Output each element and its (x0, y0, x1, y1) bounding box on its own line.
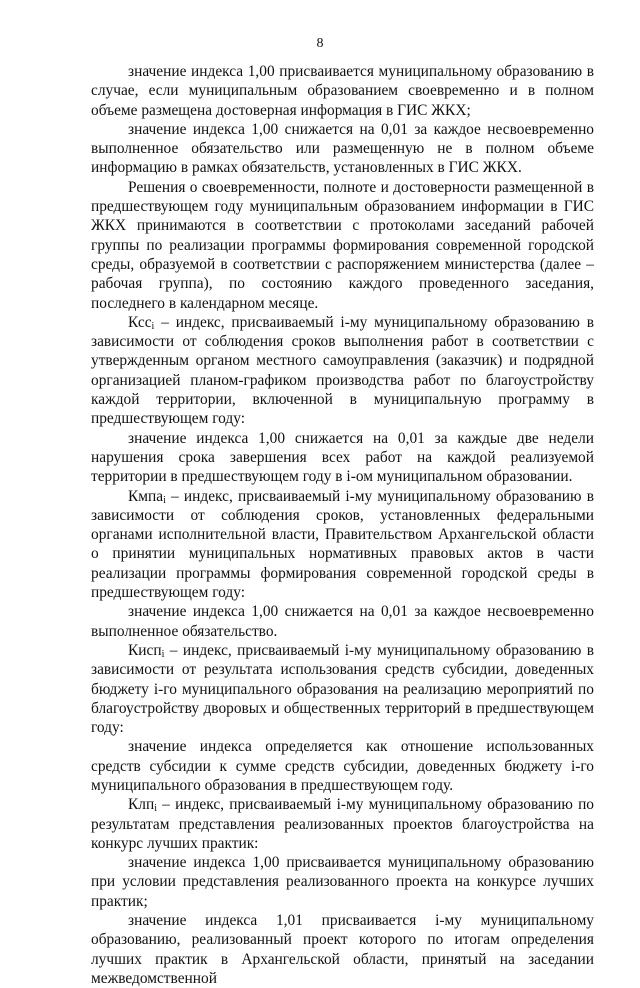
document-body (91, 62, 594, 988)
paragraph-kss-definition: Ксс$_i$ – индекс, присваиваемый i-му муниципальному образованию в зависимости от соблюдения сроков выполнения работ в соответствии с утвержденным органом местного самоуправления (заказчик) и подрядной организацией планом-графиком производства работ по благоустройству каждой территории, включенной в муниципальную программу в предшествующем году: (91, 313, 594, 428)
paragraph-index-reduction-info: значение индекса 1,00 снижается на 0,01 за каждое несвоевременно выполненное обязательство или размещенную не в полном объеме информацию в рамках обязательств, установленных в ГИС ЖКХ. (91, 120, 594, 177)
paragraph-kmpa-definition: Кмпа$_i$ – индекс, присваиваемый i-му муниципальному образованию в зависимости от соблюдения сроков, установленных федеральными органами исполнительной власти, Правительством Архангельской области о принятии муниципальных нормативных правовых актов в части реализации программы формирования современной городской среды в предшествующем году: (91, 487, 594, 602)
paragraph-kss-value: значение индекса 1,00 снижается на 0,01 за каждые две недели нарушения срока завершения всех работ на каждой реализуемой территории в предшествующем году в i-ом муниципальном образовании. (91, 429, 594, 486)
paragraph-klp-value-best: значение индекса 1,01 присваивается i-му муниципальному образованию, реализованный проект которого по итогам определения лучших практик в Архангельской области, принятый на заседании межведомственной (91, 912, 594, 987)
paragraph-kisp-value: значение индекса определяется как отношение использованных средств субсидии к сумме средств субсидии, доведенных бюджету i-го муниципального образования в предшествующем году. (91, 738, 594, 794)
paragraph-kmpa-value: значение индекса 1,00 снижается на 0,01 за каждое несвоевременно выполненное обязательство. (91, 603, 594, 640)
page-number: 8 (316, 36, 324, 51)
paragraph-index-full-info: значение индекса 1,00 присваивается муниципальному образованию в случае, если муниципальным образованием своевременно и в полном объеме размещена достоверная информация в ГИС ЖКХ; (91, 63, 594, 119)
paragraph-decisions: Решения о своевременности, полноте и достоверности размещенной в предшествующем году муниципальным образованием информации в ГИС ЖКХ принимаются в соответствии с протоколами заседаний рабочей группы по реализации программы формирования современной городской среды, образуемой в соответствии с распоряжением министерства (далее – рабочая группа), по состоянию каждого проведенного заседания, последнего в календарном месяце. (91, 178, 594, 312)
paragraph-klp-definition: Клп$_i$ – индекс, присваиваемый i-му муниципальному образованию по результатам представления реализованных проектов благоустройства на конкурс лучших практик: (91, 796, 594, 852)
paragraph-klp-value-base: значение индекса 1,00 присваивается муниципальному образованию при условии представления реализованного проекта на конкурсе лучших практик; (91, 854, 594, 910)
paragraph-kisp-definition: Кисп$_i$ – индекс, присваиваемый i-му муниципальному образованию в зависимости от результата использования средств субсидии, доведенных бюджету i-го муниципального образования на реализацию мероприятий по благоустройству дворовых и общественных территорий в предшествующем году: (91, 641, 594, 737)
